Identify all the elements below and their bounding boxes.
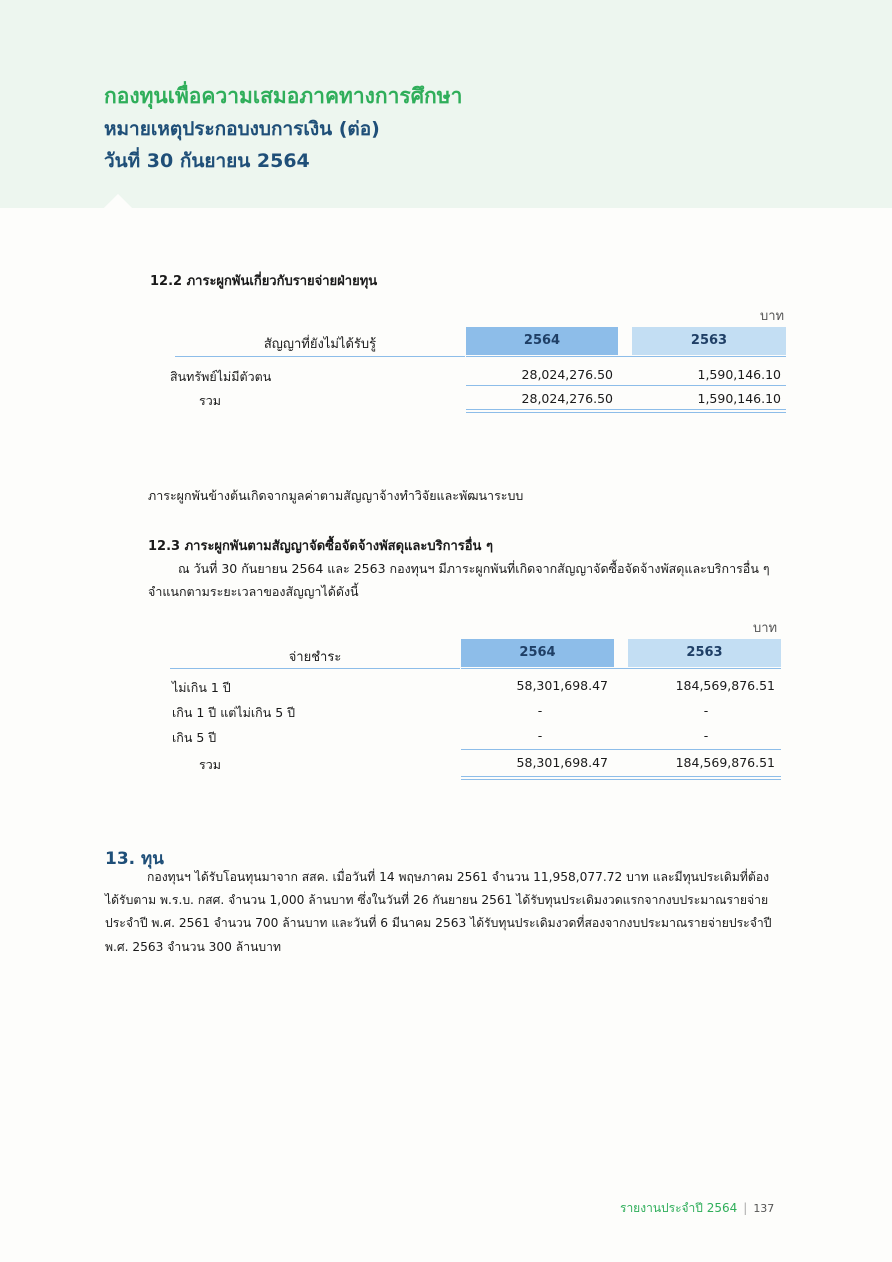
divider: [461, 668, 781, 669]
table-row-label: เกิน 1 ปี แต่ไม่เกิน 5 ปี: [172, 705, 296, 720]
table-12-3-col-label: จ่ายชำระ: [288, 650, 342, 665]
table-12-2-col-label: สัญญาที่ยังไม่ได้รับรู้: [263, 337, 377, 352]
page-number: 137: [753, 1202, 775, 1215]
table-total-cell: 184,569,876.51: [675, 755, 775, 770]
section-12-2-title: 12.2 ภาระผูกพันเกี่ยวกับรายจ่ายฝ่ายทุน: [150, 274, 378, 289]
table-cell: -: [703, 703, 709, 718]
section-13-line: ได้รับตาม พ.ร.บ. กสศ. จำนวน 1,000 ล้านบาท ซึ่งในวันที่ 26 กันยายน 2561 ได้รับทุนประเดิมงวดแรกจากงบประมาณรายจ่าย: [105, 893, 769, 907]
table-12-2-year-2564: 2564: [466, 327, 618, 355]
page-title: กองทุนเพื่อความเสมอภาคทางการศึกษา: [104, 84, 463, 108]
section-12-3-intro: ณ วันที่ 30 กันยายน 2564 และ 2563 กองทุนฯ มีภาระผูกพันที่เกิดจากสัญญาจัดซื้อจัดจ้างพัสดุและบริการอื่น ๆ: [178, 561, 770, 576]
double-underline: [461, 779, 781, 780]
footer-separator: |: [743, 1201, 748, 1215]
double-underline: [466, 409, 786, 410]
section-13-line: พ.ศ. 2563 จำนวน 300 ล้านบาท: [105, 940, 282, 954]
table-total-label: รวม: [199, 757, 221, 772]
unit-label-12-3: บาท: [753, 621, 778, 636]
page-footer: [620, 1199, 774, 1218]
table-total-cell: 1,590,146.10: [697, 391, 781, 406]
table-row-label: สินทรัพย์ไม่มีตัวตน: [170, 369, 272, 384]
table-12-2-year-2563: 2563: [632, 327, 786, 355]
double-underline: [461, 776, 781, 777]
section-13-title: 13. ทุน: [105, 849, 164, 869]
double-underline: [466, 412, 786, 413]
table-total-cell: 28,024,276.50: [521, 391, 613, 406]
table-cell: 1,590,146.10: [697, 367, 781, 382]
divider: [466, 385, 786, 386]
section-13-line: ประจำปี พ.ศ. 2561 จำนวน 700 ล้านบาท และวันที่ 6 มีนาคม 2563 ได้รับทุนประเดิมงวดที่สองจากงบประมาณรายจ่ายประจำปี: [105, 916, 772, 930]
table-cell: -: [537, 728, 543, 743]
divider: [466, 356, 786, 357]
page-subtitle: หมายเหตุประกอบงบการเงิน (ต่อ): [104, 118, 380, 140]
section-13-line: กองทุนฯ ได้รับโอนทุนมาจาก สสค. เมื่อวันที่ 14 พฤษภาคม 2561 จำนวน 11,958,077.72 บาท และมีทุนประเดิมที่ต้อง: [147, 870, 770, 884]
divider: [170, 668, 460, 669]
section-12-2-note: ภาระผูกพันข้างต้นเกิดจากมูลค่าตามสัญญาจ้างทำวิจัยและพัฒนาระบบ: [148, 488, 524, 503]
page-date: วันที่ 30 กันยายน 2564: [104, 150, 310, 172]
table-cell: 184,569,876.51: [675, 678, 775, 693]
footer-report-title: รายงานประจำปี 2564: [620, 1201, 738, 1215]
divider: [175, 356, 465, 357]
divider: [461, 749, 781, 750]
table-total-cell: 58,301,698.47: [516, 755, 608, 770]
section-12-3-title: 12.3 ภาระผูกพันตามสัญญาจัดซื้อจัดจ้างพัสดุและบริการอื่น ๆ: [148, 539, 493, 554]
section-12-3-intro: จำแนกตามระยะเวลาของสัญญาได้ดังนี้: [148, 584, 359, 599]
table-row-label: เกิน 5 ปี: [172, 730, 217, 745]
table-12-3-year-2563: 2563: [628, 639, 781, 667]
table-cell: -: [703, 728, 709, 743]
table-cell: 28,024,276.50: [521, 367, 613, 382]
table-cell: 58,301,698.47: [516, 678, 608, 693]
table-12-3-year-2564: 2564: [461, 639, 614, 667]
unit-label-12-2: บาท: [760, 309, 785, 324]
table-cell: -: [537, 703, 543, 718]
table-row-label: ไม่เกิน 1 ปี: [172, 680, 231, 695]
table-total-label: รวม: [199, 393, 221, 408]
